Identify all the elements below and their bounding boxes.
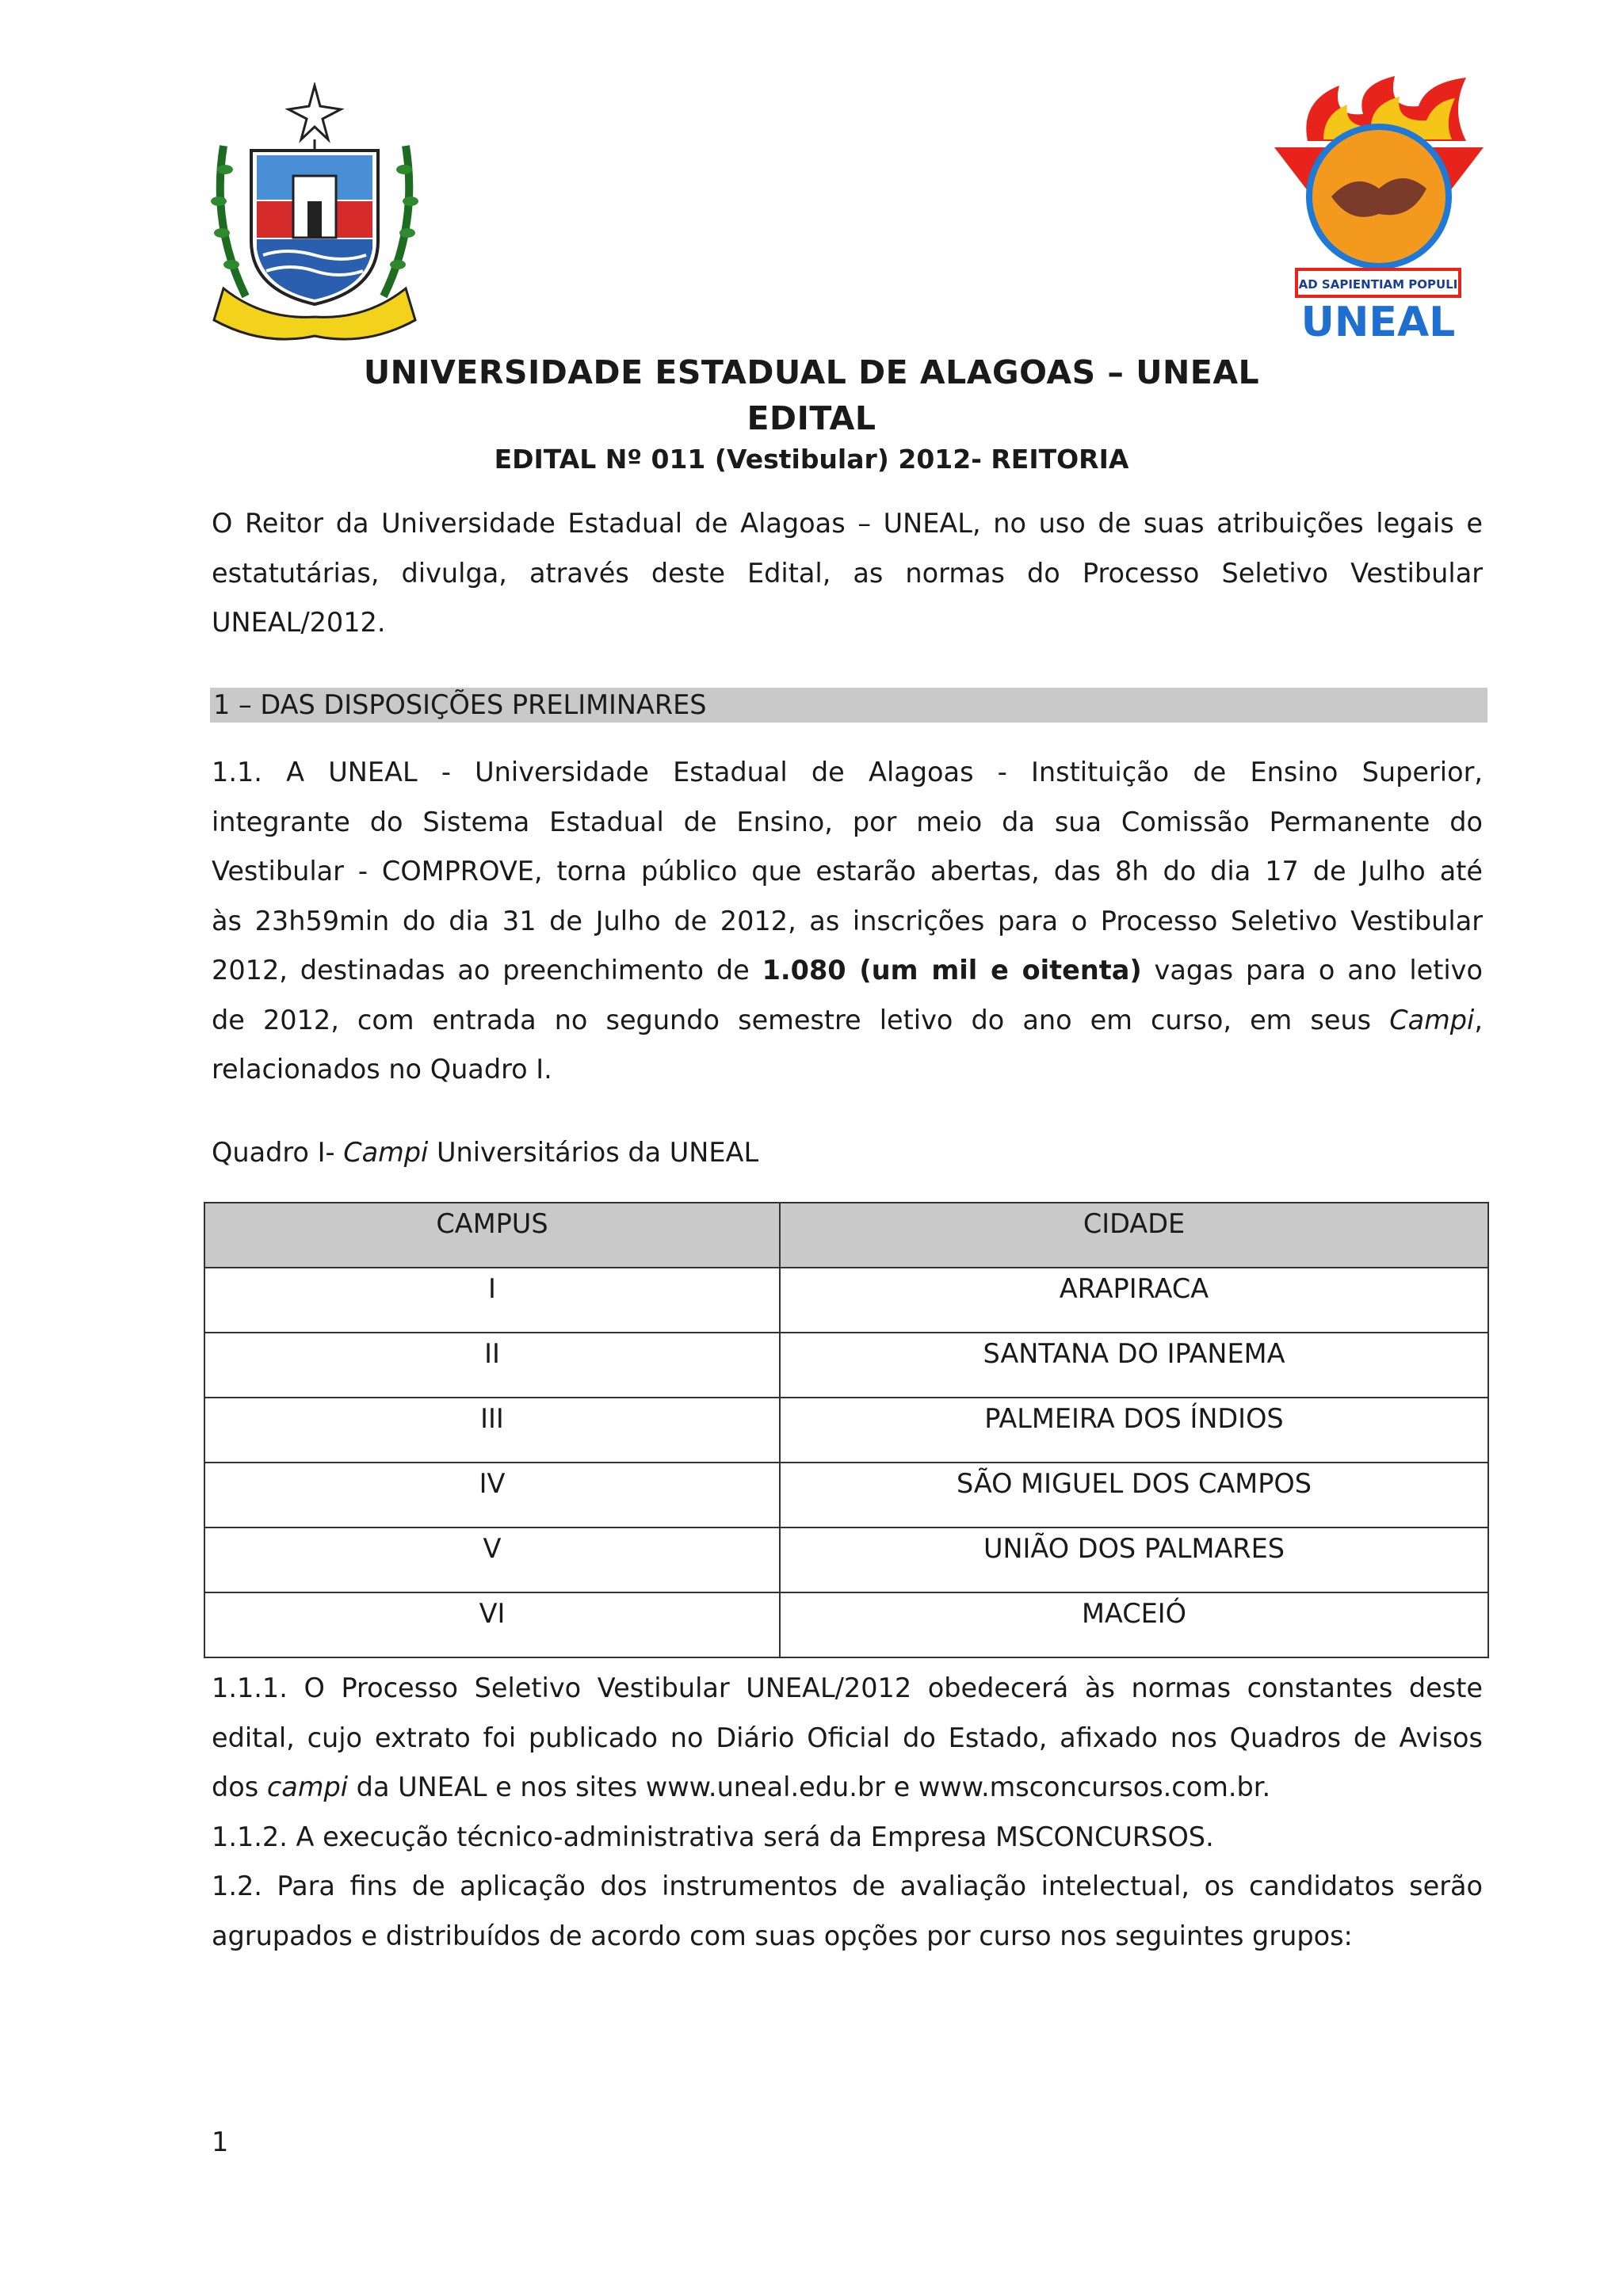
- intro-line: O Reitor da Universidade Estadual de Alagoas – UNEAL, no uso de suas atribuições legais e: [212, 508, 1483, 539]
- city-cell: UNIÃO DOS PALMARES: [780, 1527, 1488, 1592]
- intro-line: estatutárias, divulga, através deste Edital, as normas do Processo Seletivo Vestibular: [212, 557, 1483, 589]
- city-cell: PALMEIRA DOS ÍNDIOS: [780, 1398, 1488, 1463]
- clause-1-2-line: agrupados e distribuídos de acordo com suas opções por curso nos seguintes grupos:: [212, 1920, 1353, 1951]
- clause-text: ,: [1474, 1004, 1483, 1035]
- city-cell: SÃO MIGUEL DOS CAMPOS: [780, 1463, 1488, 1527]
- campus-cell: III: [204, 1398, 780, 1463]
- intro-paragraph: [212, 499, 1483, 648]
- campi-term: Campi: [343, 1137, 429, 1168]
- clause-line: 1.1.1. O Processo Seletivo Vestibular UNEAL/2012 obedecerá às normas constantes deste: [212, 1672, 1483, 1703]
- city-cell: SANTANA DO IPANEMA: [780, 1333, 1488, 1398]
- vacancies-count: 1.080 (um mil e oitenta): [762, 955, 1142, 986]
- campus-cell: VI: [204, 1592, 780, 1657]
- clause-line: [212, 1763, 1483, 1813]
- logo-name-text: UNEAL: [1300, 299, 1456, 346]
- clause-text: 2012, destinadas ao preenchimento de: [212, 955, 762, 986]
- table-header-row: [204, 1203, 1488, 1268]
- edital-number: EDITAL Nº 011 (Vestibular) 2012- REITORIA: [494, 444, 1129, 475]
- clause-line: relacionados no Quadro I.: [212, 1054, 552, 1085]
- clause-line: Vestibular - COMPROVE, torna público que estarão abertas, das 8h do dia 17 de Julho até: [212, 856, 1483, 887]
- campus-cell: I: [204, 1268, 780, 1333]
- city-cell: MACEIÓ: [780, 1592, 1488, 1657]
- clause-1-2-line: 1.2. Para fins de aplicação dos instrumentos de avaliação intelectual, os candidatos serão: [212, 1871, 1483, 1901]
- campi-term: campi: [266, 1772, 349, 1802]
- clause-line: [212, 946, 1483, 996]
- clause-1-1-1: [212, 1664, 1483, 1961]
- campi-term: Campi: [1389, 1004, 1475, 1035]
- clause-line: edital, cujo extrato foi publicado no Diário Oficial do Estado, afixado nos Quadros de Avisos: [212, 1722, 1483, 1753]
- column-header-campus: CAMPUS: [204, 1203, 780, 1268]
- section-heading-preliminares: 1 – DAS DISPOSIÇÕES PRELIMINARES: [210, 688, 1487, 723]
- logo-motto-text: AD SAPIENTIAM POPULI: [1298, 277, 1458, 292]
- intro-line: UNEAL/2012.: [212, 607, 386, 638]
- clause-text: da UNEAL e nos sites www.uneal.edu.br e www.msconcursos.com.br.: [348, 1772, 1271, 1802]
- clause-line: 1.1. A UNEAL - Universidade Estadual de Alagoas - Instituição de Ensino Superior,: [212, 757, 1483, 788]
- clause-line: às 23h59min do dia 31 de Julho de 2012, as inscrições para o Processo Seletivo Vestibular: [212, 905, 1483, 936]
- table-row: [204, 1592, 1488, 1657]
- table-row: [204, 1527, 1488, 1592]
- clause-1-1: [212, 748, 1483, 1095]
- uneal-torch-logo-icon: [1268, 70, 1488, 347]
- clause-text: dos: [212, 1772, 267, 1802]
- caption-text: Universitários da UNEAL: [428, 1137, 759, 1168]
- table-row: [204, 1268, 1488, 1333]
- clause-line: [212, 996, 1483, 1046]
- caption-text: Quadro I-: [212, 1137, 344, 1168]
- campi-table: [204, 1202, 1489, 1658]
- campus-cell: V: [204, 1527, 780, 1592]
- state-coat-of-arms-icon: [208, 82, 422, 347]
- table-row: [204, 1463, 1488, 1527]
- page-number: 1: [212, 2126, 229, 2157]
- table-row: [204, 1333, 1488, 1398]
- clause-text: de 2012, com entrada no segundo semestre letivo do ano em curso, em seus: [212, 1004, 1390, 1035]
- column-header-cidade: CIDADE: [780, 1203, 1488, 1268]
- table-row: [204, 1398, 1488, 1463]
- clause-text: vagas para o ano letivo: [1141, 955, 1483, 986]
- city-cell: ARAPIRACA: [780, 1268, 1488, 1333]
- university-title: UNIVERSIDADE ESTADUAL DE ALAGOAS – UNEAL: [363, 353, 1260, 391]
- quadro-caption: [212, 1128, 758, 1177]
- campus-cell: IV: [204, 1463, 780, 1527]
- edital-heading: EDITAL: [747, 399, 876, 437]
- clause-1-1-2: 1.1.2. A execução técnico-administrativa será da Empresa MSCONCURSOS.: [212, 1821, 1214, 1852]
- clause-line: integrante do Sistema Estadual de Ensino, por meio da sua Comissão Permanente do: [212, 806, 1483, 837]
- campus-cell: II: [204, 1333, 780, 1398]
